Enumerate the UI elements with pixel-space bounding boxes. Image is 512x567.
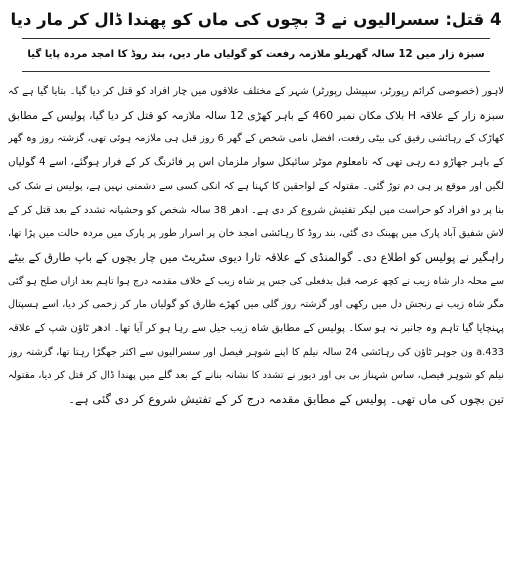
body-line: مگر شاہ زیب نے رنجش دل میں رکھی اور گزشتہ روز گلی میں کھڑے طارق کو گولیاں مار کر زخمی کر دیا، اسے ہسپتال: [8, 299, 504, 311]
article-body: [8, 80, 504, 412]
body-line: لگیں اور موقع پر ہی دم توڑ گئی۔ مقتولہ کے لواحقین کا کہنا ہے کہ انکی کسی سے دشمنی نہیں ہے، پولیس نے شک کی: [8, 180, 504, 192]
subheadline: سبزہ زار میں 12 سالہ گھریلو ملازمہ رفعت کو گولیاں مار دیں، بند روڈ کا امجد مردہ پایا گیا: [22, 38, 490, 72]
body-line: نیلم کو شوہر فیصل، ساس شہناز بی بی اور دیور نے تشدد کا نشانہ بنانے کے بعد گلے میں پھندا ڈال کر قتل کر دیا، مقتولہ: [8, 370, 504, 382]
body-line: کے باہر جھاڑو دے رہی تھی کہ نامعلوم موٹر سائیکل سوار ملزمان اس پر فائرنگ کر کے فرار ہوگئے، اسے 4 گولیاں: [8, 156, 504, 169]
body-line: راہگیر نے پولیس کو اطلاع دی۔ گوالمنڈی کے علاقہ تارا دیوی سٹریٹ میں چار بچوں کے باپ طارق کے بیٹے: [8, 249, 504, 264]
body-line: پہنچایا گیا تاہم وہ جانبر نہ ہو سکا۔ پولیس کے مطابق شاہ زیب جیل سے رہا ہو کر آیا تھا۔ ادھر ٹاؤن شپ کے علاقہ: [8, 323, 504, 335]
body-line: کھاڑک کے رہائشی رفیق کی بیٹی رفعت، افضل نامی شخص کے گھر 6 روز قبل ہی ملازمہ ہوئی تھی، گزشتہ روز وہ گھر: [8, 133, 504, 145]
body-line: سبزہ زار کے علاقہ H بلاک مکان نمبر 460 کے باہر کھڑی 12 سالہ ملازمہ کو قتل کر دیا گیا، پولیس کے مطابق: [8, 108, 504, 122]
headline: 4 قتل: سسرالیوں نے 3 بچوں کی ماں کو پھندا ڈال کر مار دیا: [10, 10, 502, 29]
body-line: 433.a ون جوہر ٹاؤن کی رہائشی 24 سالہ نیلم کا اپنے شوہر فیصل اور سسرالیوں سے اکثر جھگڑا رہتا تھا، گزشتہ روز: [8, 346, 504, 358]
body-line: بنا پر دو افراد کو حراست میں لیکر تفتیش شروع کر دی ہے۔ ادھر 38 سالہ شخص کو وحشیانہ تشدد کے بعد قتل کر کے: [8, 204, 504, 216]
body-line: تین بچوں کی ماں تھی۔ پولیس کے مطابق مقدمہ درج کر کے تفتیش شروع کر دی گئی ہے۔: [68, 392, 504, 407]
body-line: لاش شفیق آباد پارک میں پھینک دی گئی، بند روڈ کا رہائشی امجد خان پر اسرار طور پر پارک میں مردہ حالت میں پڑا تھا،: [8, 228, 504, 240]
body-line: لاہور (خصوصی کرائم رپورٹر، سپیشل رپورٹر) شہر کے مختلف علاقوں میں چار افراد کو قتل کر دیا گیا۔ بتایا گیا ہے کہ: [8, 86, 504, 97]
body-line: سے محلہ دار شاہ زیب نے کچھ عرصہ قبل بدفعلی کی جس پر شاہ زیب کے خلاف مقدمہ درج ہوا تاہم بعد ازاں صلح ہو گئی: [8, 275, 504, 287]
